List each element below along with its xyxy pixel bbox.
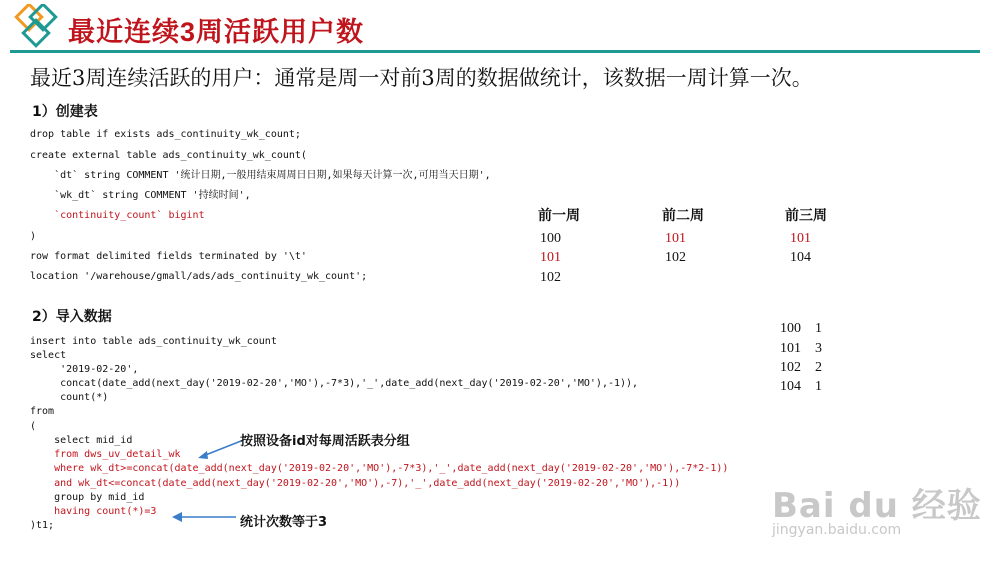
code-line: from dws_uv_detail_wk <box>30 449 181 460</box>
code-line: from <box>30 406 55 417</box>
section2-heading: 2）导入数据 <box>32 309 112 325</box>
count-n: 1 <box>815 379 822 394</box>
group-annotation: 按照设备id对每周活跃表分组 <box>240 434 410 449</box>
count-id: 102 <box>780 360 801 375</box>
title-divider <box>10 50 980 53</box>
week-value: 101 <box>790 231 811 246</box>
code-line: create external table ads_continuity_wk_count( <box>30 150 307 161</box>
code-line: concat(date_add(next_day('2019-02-20','MO'),-7*3),'_',date_add(next_day('2019-02-20','MO'),-1)), <box>30 378 639 389</box>
week-value: 104 <box>790 250 811 265</box>
week-header: 前一周 <box>538 208 580 224</box>
count-id: 104 <box>780 379 801 394</box>
code-line: having count(*)=3 <box>30 506 157 517</box>
code-line: select <box>30 350 67 361</box>
week-value: 101 <box>540 250 561 265</box>
count-id: 100 <box>780 321 801 336</box>
code-line: ) <box>30 231 37 242</box>
week-value: 102 <box>665 250 686 265</box>
code-line: row format delimited fields terminated by '\t' <box>30 251 307 262</box>
code-line: count(*) <box>30 392 109 403</box>
count-annotation: 统计次数等于3 <box>240 515 328 530</box>
code-line: ( <box>30 421 37 432</box>
code-line: and wk_dt<=concat(date_add(next_day('2019-02-20','MO'),-7),'_',date_add(next_day('2019-02-20','MO'),-1)) <box>30 478 681 489</box>
code-line: location '/warehouse/gmall/ads/ads_continuity_wk_count'; <box>30 271 368 282</box>
week-header: 前三周 <box>785 208 827 224</box>
week-value: 102 <box>540 270 561 285</box>
code-line: )t1; <box>30 520 55 531</box>
week-value: 100 <box>540 231 561 246</box>
code-line: group by mid_id <box>30 492 145 503</box>
code-line: drop table if exists ads_continuity_wk_count; <box>30 129 301 140</box>
code-line: select mid_id <box>30 435 133 446</box>
page-title: 最近连续3周活跃用户数 <box>68 17 365 47</box>
code-line: where wk_dt>=concat(date_add(next_day('2019-02-20','MO'),-7*3),'_',date_add(next_day('2019-02-20','MO'),-7*2-1)) <box>30 463 729 474</box>
week-value: 101 <box>665 231 686 246</box>
section1-heading: 1）创建表 <box>32 104 98 120</box>
code-line: '2019-02-20', <box>30 364 139 375</box>
count-n: 1 <box>815 321 822 336</box>
code-line: `wk_dt` string COMMENT '持续时间', <box>30 190 251 201</box>
arrow-icon <box>170 511 238 523</box>
count-n: 3 <box>815 341 822 356</box>
watermark-url: jingyan.baidu.com <box>772 522 902 538</box>
count-n: 2 <box>815 360 822 375</box>
code-line: `dt` string COMMENT '统计日期,一般用结束周周日日期,如果每天计算一次,可用当天日期', <box>30 170 491 181</box>
arrow-icon <box>195 438 245 462</box>
week-header: 前二周 <box>662 208 704 224</box>
baidu-watermark: Bai du 经验 <box>772 486 982 526</box>
code-line: `continuity_count` bigint <box>30 210 205 221</box>
subtitle: 最近3周连续活跃的用户：通常是周一对前3周的数据做统计，该数据一周计算一次。 <box>30 66 813 90</box>
diamond-logo-icon <box>8 4 64 52</box>
count-id: 101 <box>780 341 801 356</box>
code-line: insert into table ads_continuity_wk_count <box>30 336 277 347</box>
